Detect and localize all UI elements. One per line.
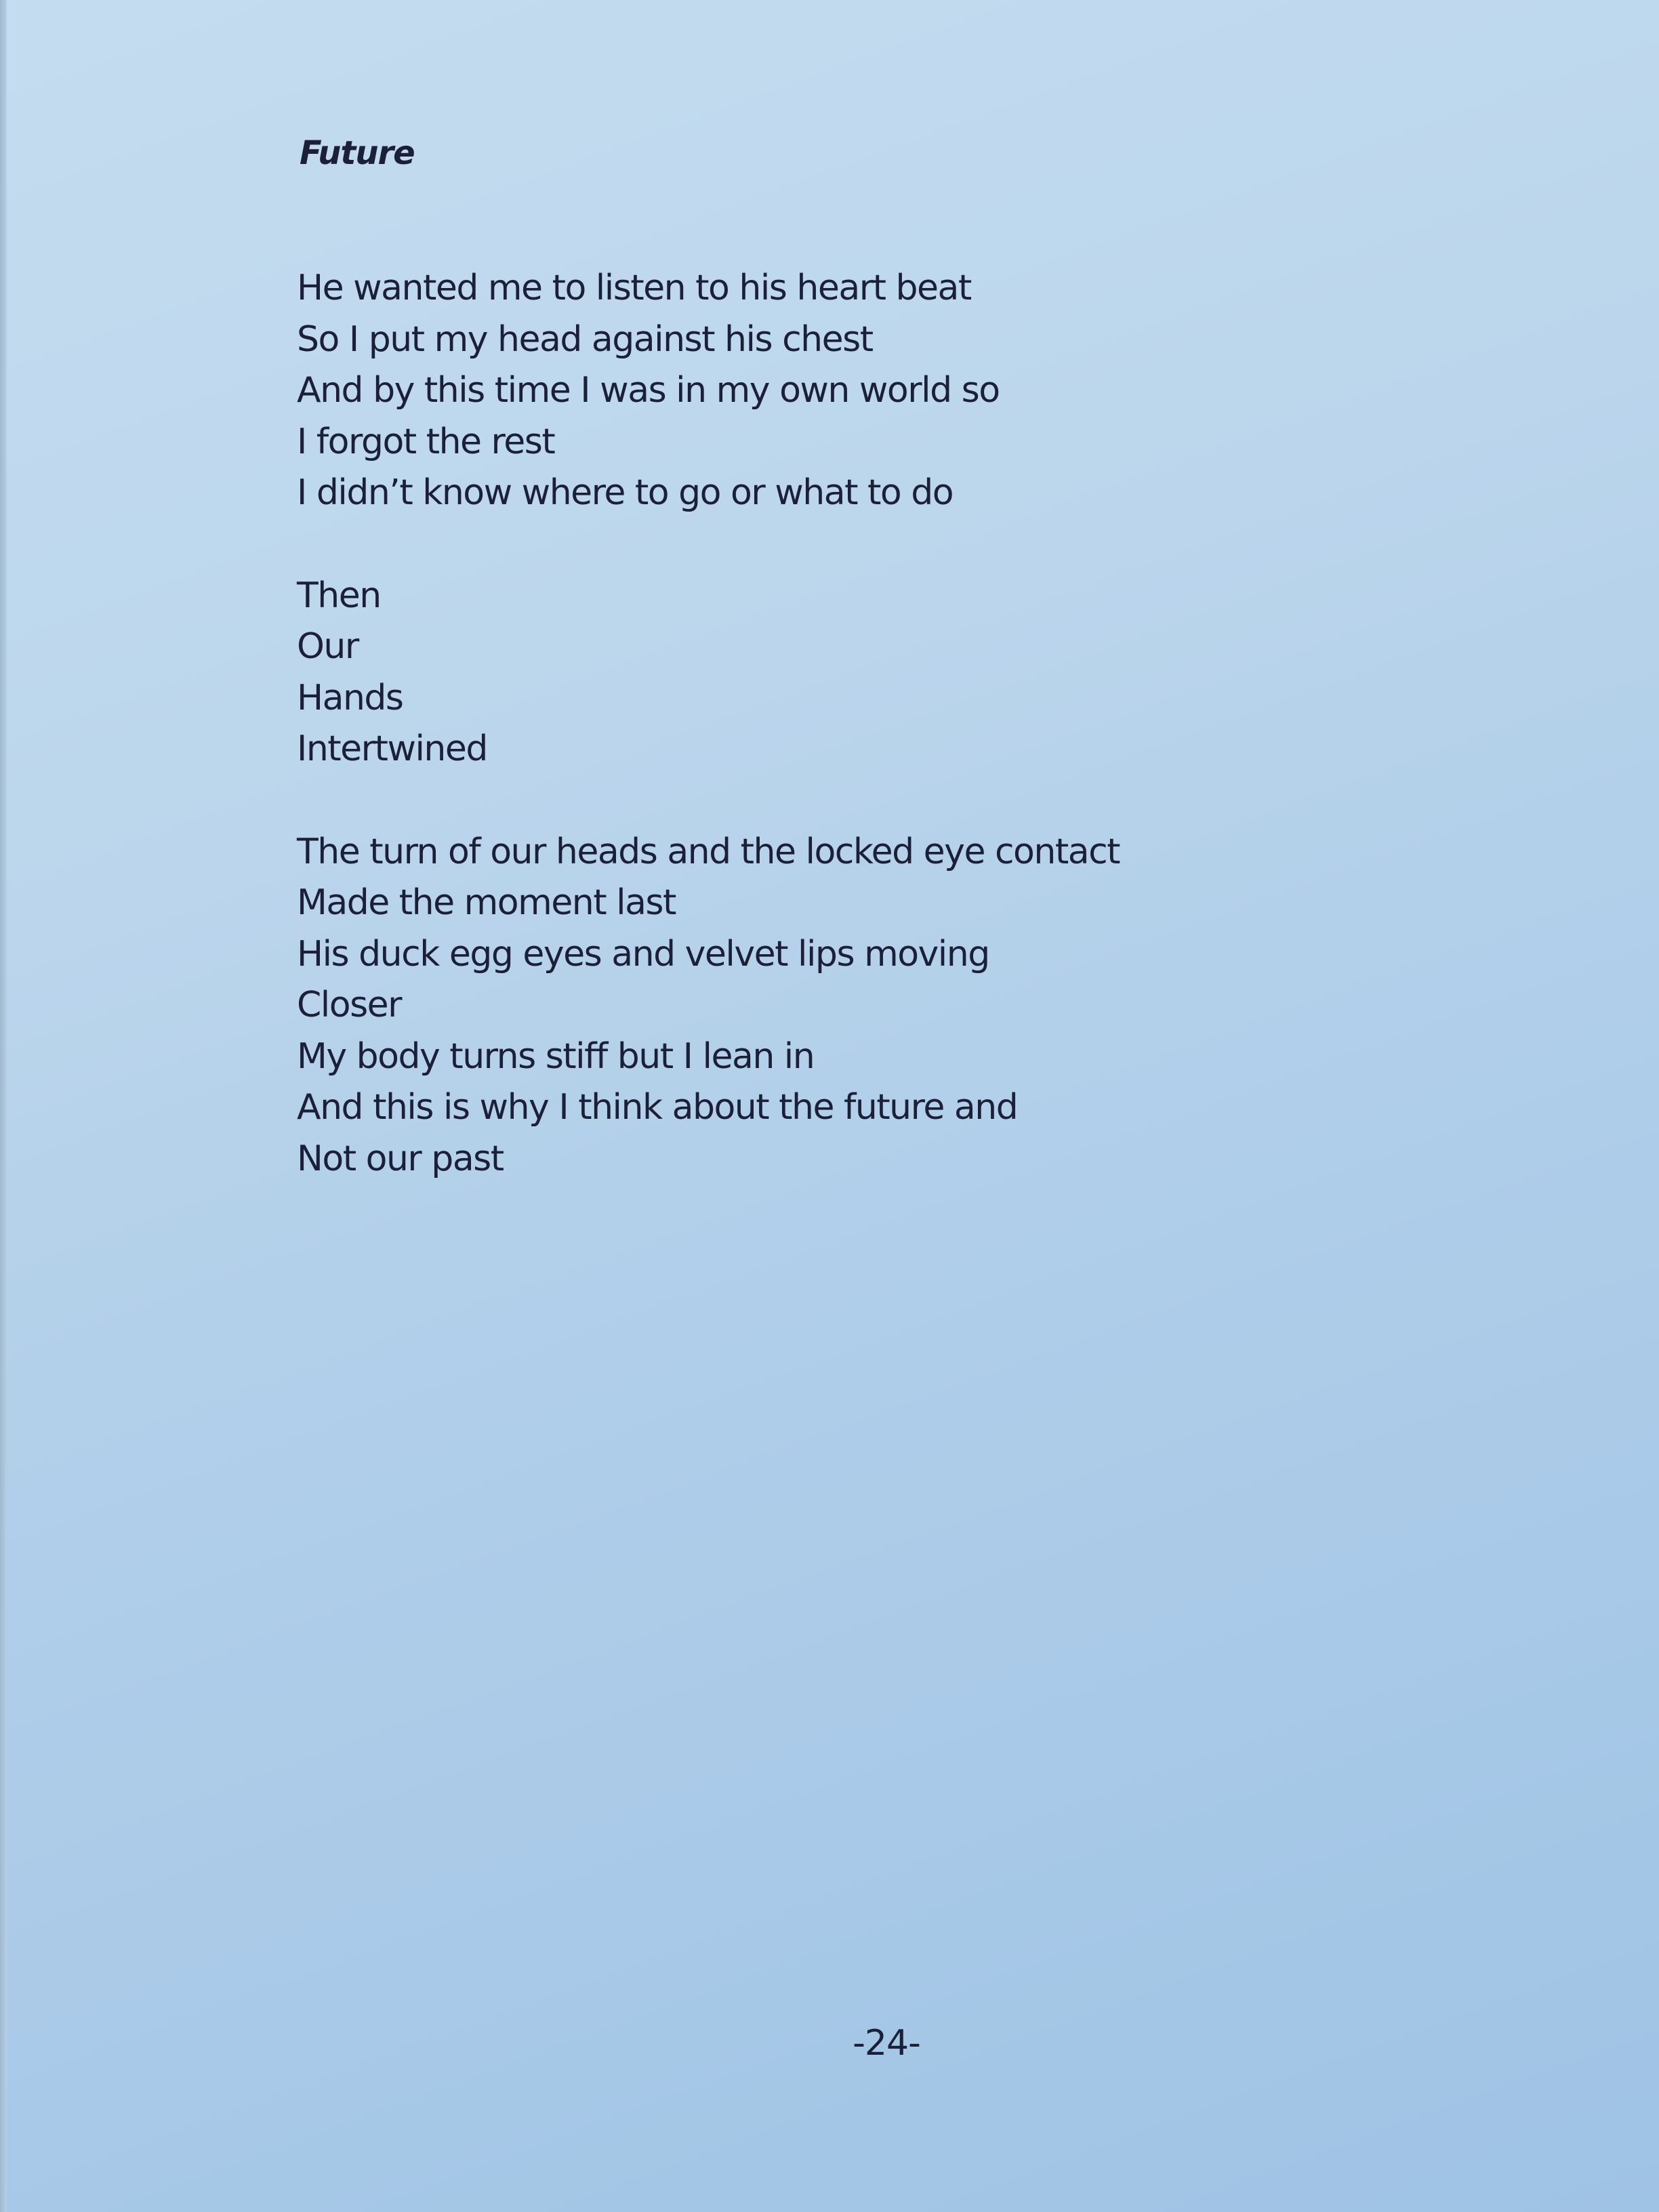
page-edge-shadow bbox=[0, 0, 7, 2212]
poem-line: Our bbox=[297, 626, 359, 667]
poem-line: He wanted me to listen to his heart beat bbox=[297, 268, 971, 308]
poem-line: Made the moment last bbox=[297, 882, 676, 923]
stanza-1 bbox=[297, 263, 1517, 519]
poem-line: Not our past bbox=[297, 1138, 504, 1179]
poem-line: Hands bbox=[297, 677, 403, 718]
poem-line: I forgot the rest bbox=[297, 421, 555, 462]
poem-line: His duck egg eyes and velvet lips moving bbox=[297, 933, 989, 975]
poem bbox=[297, 133, 1517, 1236]
poem-line: My body turns stiff but I lean in bbox=[297, 1036, 815, 1077]
poem-line: So I put my head against his chest bbox=[297, 319, 873, 360]
stanza-2 bbox=[297, 571, 1517, 775]
poem-line: Intertwined bbox=[297, 729, 487, 769]
poem-title: Future bbox=[300, 134, 415, 172]
poem-line: Closer bbox=[297, 985, 402, 1025]
poem-line: And this is why I think about the future and bbox=[297, 1087, 1018, 1128]
poem-line: And by this time I was in my own world so bbox=[297, 370, 1000, 411]
page-number: -24- bbox=[853, 2023, 920, 2064]
poem-line: The turn of our heads and the locked eye contact bbox=[297, 831, 1120, 872]
poem-line: Then bbox=[297, 575, 381, 616]
stanza-3 bbox=[297, 827, 1517, 1185]
poem-line: I didn’t know where to go or what to do bbox=[297, 472, 954, 513]
